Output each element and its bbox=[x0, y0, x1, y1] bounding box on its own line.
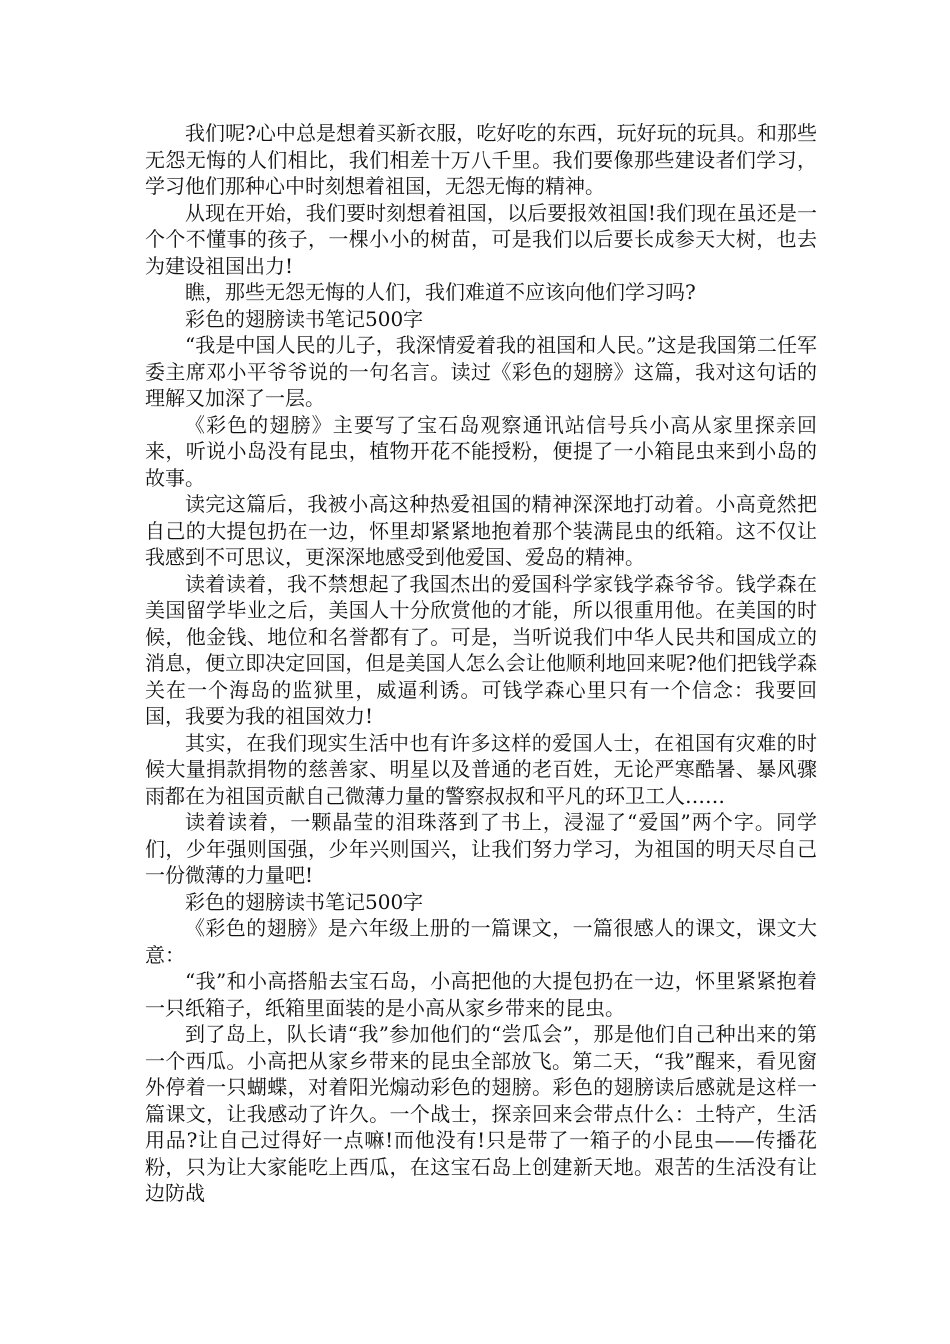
paragraph: 《彩色的翅膀》主要写了宝石岛观察通讯站信号兵小高从家里探亲回来，听说小岛没有昆虫，植物开花不能授粉，便提了一小箱昆虫来到小岛的故事。 bbox=[145, 412, 817, 490]
section-heading: 彩色的翅膀读书笔记500字 bbox=[185, 306, 424, 331]
paragraph: 其实，在我们现实生活中也有许多这样的爱国人士，在祖国有灾难的时候大量捐款捐物的慈善家、明星以及普通的老百姓，无论严寒酷暑、暴风骤雨都在为祖国贡献自己微薄力量的警察叔叔和平凡的环卫工人…… bbox=[145, 730, 817, 808]
paragraph: 《彩色的翅膀》是六年级上册的一篇课文，一篇很感人的课文，课文大意： bbox=[145, 916, 817, 967]
paragraph: “我”和小高搭船去宝石岛，小高把他的大提包扔在一边，怀里紧紧抱着一只纸箱子，纸箱里面装的是小高从家乡带来的昆虫。 bbox=[145, 969, 817, 1020]
paragraph: 瞧，那些无怨无悔的人们，我们难道不应该向他们学习吗? bbox=[185, 280, 696, 304]
paragraph: 读着读着，我不禁想起了我国杰出的爱国科学家钱学森爷爷。钱学森在美国留学毕业之后，美国人十分欣赏他的才能，所以很重用他。在美国的时候，他金钱、地位和名誉都有了。可是，当听说我们中华人民共和国成立的消息，便立即决定回国，但是美国人怎么会让他顺利地回来呢?他们把钱学森关在一个海岛的监狱里，威逼利诱。可钱学森心里只有一个信念：我要回国，我要为我的祖国效力! bbox=[145, 571, 817, 728]
paragraph: 从现在开始，我们要时刻想着祖国，以后要报效祖国!我们现在虽还是一个个不懂事的孩子，一棵小小的树苗，可是我们以后要长成参天大树，也去为建设祖国出力! bbox=[145, 200, 817, 278]
paragraph: 读完这篇后，我被小高这种热爱祖国的精神深深地打动着。小高竟然把自己的大提包扔在一边，怀里却紧紧地抱着那个装满昆虫的纸箱。这不仅让我感到不可思议，更深深地感受到他爱国、爱岛的精神。 bbox=[145, 492, 817, 569]
paragraph: “我是中国人民的儿子，我深情爱着我的祖国和人民。”这是我国第二任军委主席邓小平爷爷说的一句名言。读过《彩色的翅膀》这篇，我对这句话的理解又加深了一层。 bbox=[145, 333, 817, 410]
document-body bbox=[145, 120, 817, 1207]
section-heading: 彩色的翅膀读书笔记500字 bbox=[185, 889, 424, 914]
paragraph: 我们呢?心中总是想着买新衣服，吃好吃的东西，玩好玩的玩具。和那些无怨无悔的人们相比，我们相差十万八千里。我们要像那些建设者们学习，学习他们那种心中时刻想着祖国，无怨无悔的精神。 bbox=[145, 121, 817, 198]
paragraph: 读着读着，一颗晶莹的泪珠落到了书上，浸湿了“爱国”两个字。同学们，少年强则国强，少年兴则国兴，让我们努力学习，为祖国的明天尽自己一份微薄的力量吧! bbox=[145, 810, 817, 887]
paragraph: 到了岛上，队长请“我”参加他们的“尝瓜会”，那是他们自己种出来的第一个西瓜。小高把从家乡带来的昆虫全部放飞。第二天，“我”醒来，看见窗外停着一只蝴蝶，对着阳光煽动彩色的翅膀。彩色的翅膀读后感就是这样一篇课文，让我感动了许久。一个战士，探亲回来会带点什么：土特产，生活用品?让自己过得好一点嘛!而他没有!只是带了一箱子的小昆虫——传播花粉，只为让大家能吃上西瓜，在这宝石岛上创建新天地。艰苦的生活没有让边防战 bbox=[145, 1022, 817, 1205]
